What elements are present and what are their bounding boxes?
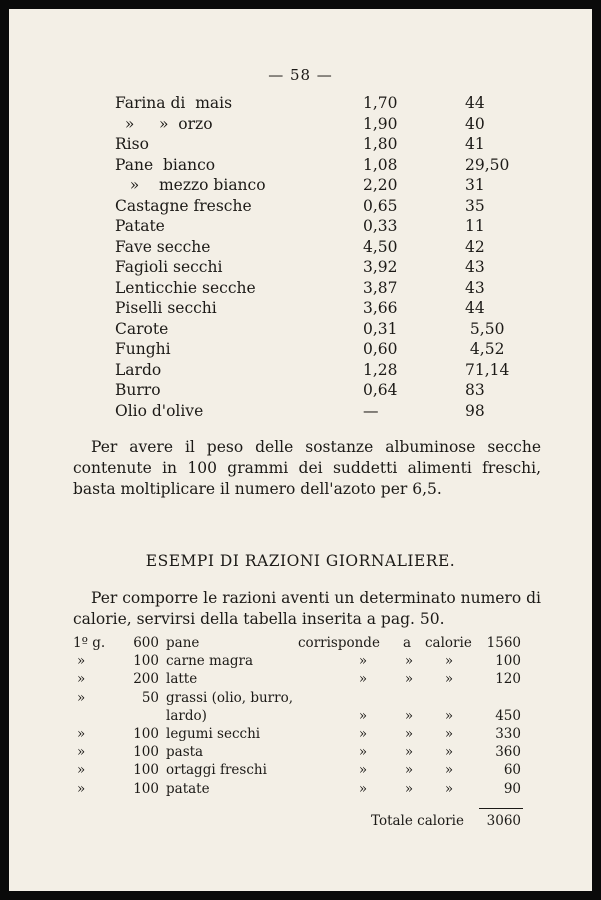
- food-name: Lardo: [115, 360, 162, 379]
- calorie-value: 42: [465, 237, 485, 256]
- table-row: [9, 670, 592, 688]
- table-row: [9, 93, 592, 114]
- nitrogen-value: 0,31: [363, 319, 398, 338]
- food-name: Fagioli secchi: [115, 258, 223, 276]
- table-row: [9, 278, 592, 299]
- table-row: [9, 134, 592, 155]
- nitrogen-value: 0,33: [363, 217, 398, 235]
- ditto-mark: »: [404, 653, 414, 670]
- ditto-mark: »: [77, 744, 86, 761]
- quantity: 200: [133, 671, 159, 688]
- ditto-mark: »: [404, 707, 414, 724]
- ditto-mark: »: [77, 725, 86, 742]
- calorie-value: 120: [495, 671, 521, 688]
- quantity: 100: [133, 744, 159, 761]
- nitrogen-value: 2,20: [363, 176, 398, 194]
- food-name: patate: [166, 780, 210, 797]
- table-row: [9, 319, 592, 340]
- ditto-mark: »: [444, 653, 454, 670]
- ditto-mark: »: [77, 653, 86, 670]
- food-name: Piselli secchi: [115, 299, 217, 317]
- table-row: [9, 298, 592, 319]
- quantity: 50: [141, 689, 159, 706]
- calorie-value: 1560: [486, 635, 521, 651]
- food-name: grassi (olio, burro,: [166, 689, 294, 706]
- food-name: pasta: [166, 744, 204, 761]
- calorie-value: 98: [465, 401, 485, 420]
- calorie-value: 71,14: [465, 360, 510, 379]
- table-row: [9, 175, 592, 196]
- table-row: [9, 780, 592, 798]
- quantity: 100: [133, 762, 159, 779]
- food-name: » mezzo bianco: [115, 176, 266, 194]
- food-name: Lenticchie secche: [115, 278, 256, 297]
- ditto-mark: »: [358, 762, 368, 779]
- food-name: ortaggi freschi: [166, 762, 267, 779]
- total-label: Totale calorie: [371, 813, 464, 829]
- nitrogen-value: 1,90: [363, 114, 398, 133]
- calorie-label: calorie: [425, 635, 472, 651]
- food-name: Farina di mais: [115, 94, 233, 112]
- page-number: — 58 —: [268, 66, 333, 84]
- calorie-value: 450: [495, 707, 521, 724]
- food-name: Carote: [115, 319, 169, 338]
- nitrogen-value: —: [363, 401, 379, 420]
- table-row: [9, 339, 592, 360]
- table-row: [9, 761, 592, 779]
- calorie-value: 41: [465, 135, 485, 153]
- ditto-mark: »: [404, 744, 414, 761]
- table-row: [9, 743, 592, 761]
- calorie-value: 330: [495, 725, 521, 742]
- nitrogen-value: 3,66: [363, 299, 398, 317]
- nitrogen-value: 0,60: [363, 340, 398, 358]
- food-name: carne magra: [166, 653, 254, 670]
- ditto-mark: »: [358, 671, 368, 688]
- food-name: pane: [166, 635, 200, 651]
- calorie-value: 40: [465, 114, 485, 133]
- calorie-value: 5,50: [465, 319, 505, 338]
- food-name: Riso: [115, 135, 149, 153]
- quantity: 100: [133, 725, 159, 742]
- ditto-mark: »: [358, 780, 368, 797]
- table-row: [9, 652, 592, 670]
- ditto-mark: »: [404, 671, 414, 688]
- table-row: [9, 725, 592, 743]
- nitrogen-value: 4,50: [363, 237, 398, 256]
- table-row: [9, 401, 592, 422]
- quantity: 100: [133, 653, 159, 670]
- ditto-mark: »: [77, 671, 86, 688]
- calorie-value: 4,52: [465, 340, 505, 358]
- calorie-value: 11: [465, 217, 485, 235]
- table-row: [9, 707, 592, 725]
- food-name: latte: [166, 671, 198, 688]
- ditto-mark: »: [444, 725, 454, 742]
- calorie-value: 83: [465, 381, 485, 399]
- table-row: [9, 689, 592, 707]
- food-name: Castagne fresche: [115, 196, 252, 215]
- nitrogen-value: 0,64: [363, 381, 398, 399]
- food-name: Pane bianco: [115, 155, 216, 174]
- table-row: [9, 380, 592, 401]
- table-row: [9, 155, 592, 176]
- nitrogen-value: 3,87: [363, 278, 398, 297]
- ditto-mark: »: [77, 780, 86, 797]
- food-name: » » orzo: [115, 114, 213, 133]
- calorie-value: 31: [465, 176, 485, 194]
- ditto-mark: »: [404, 780, 414, 797]
- calorie-value: 43: [465, 258, 485, 276]
- ditto-mark: »: [358, 725, 368, 742]
- ditto-mark: »: [444, 780, 454, 797]
- section-heading: ESEMPI DI RAZIONI GIORNALIERE.: [145, 552, 456, 570]
- table-row: [9, 360, 592, 381]
- nitrogen-value: 0,65: [363, 196, 398, 215]
- ditto-mark: »: [404, 725, 414, 742]
- ditto-mark: »: [358, 707, 368, 724]
- ditto-mark: »: [77, 689, 86, 706]
- ditto-mark: »: [77, 762, 86, 779]
- nitrogen-value: 1,80: [363, 135, 398, 153]
- calorie-value: 35: [465, 196, 485, 215]
- ditto-mark: »: [444, 671, 454, 688]
- paragraph-razioni: Per comporre le razioni aventi un determinato numero di calorie, servirsi della tabella inserita a pag. 50.: [73, 589, 541, 628]
- calorie-value: 100: [495, 653, 521, 670]
- table-row: [9, 196, 592, 217]
- ditto-mark: »: [444, 707, 454, 724]
- ditto-mark: »: [404, 762, 414, 779]
- calorie-value: 29,50: [465, 155, 510, 174]
- nitrogen-value: 1,70: [363, 94, 398, 112]
- total-value: 3060: [486, 813, 521, 829]
- food-name: Patate: [115, 217, 165, 235]
- table-row: [9, 114, 592, 135]
- rations-table: [9, 634, 592, 798]
- food-name: Fave secche: [115, 237, 211, 256]
- nitrogen-value: 1,28: [363, 360, 398, 379]
- book-page: [9, 9, 592, 891]
- quantity: 600: [133, 635, 159, 651]
- nitrogen-value: 3,92: [363, 258, 398, 276]
- corrisponde-label: corrisponde: [298, 635, 380, 651]
- food-name: Olio d'olive: [115, 401, 204, 420]
- nutrition-table: [9, 93, 592, 421]
- day-label: 1º g.: [73, 635, 106, 651]
- table-row: [9, 257, 592, 278]
- calorie-value: 90: [503, 780, 521, 797]
- calorie-value: 43: [465, 278, 485, 297]
- calorie-value: 360: [495, 744, 521, 761]
- paragraph-albuminose: Per avere il peso delle sostanze albuminose secche contenute in 100 grammi dei suddetti alimenti freschi, basta moltiplicare il numero dell'azoto per 6,5.: [73, 438, 541, 498]
- ditto-mark: »: [444, 744, 454, 761]
- calorie-value: 44: [465, 299, 485, 317]
- food-name: legumi secchi: [166, 725, 261, 742]
- table-row: [9, 237, 592, 258]
- table-row: [9, 216, 592, 237]
- food-name: Funghi: [115, 340, 171, 358]
- food-name: lardo): [166, 707, 207, 724]
- sum-rule: [479, 808, 523, 809]
- table-row: [9, 634, 592, 652]
- a-label: a: [403, 635, 412, 651]
- ditto-mark: »: [444, 762, 454, 779]
- food-name: Burro: [115, 381, 161, 399]
- ditto-mark: »: [358, 744, 368, 761]
- calorie-value: 60: [503, 762, 521, 779]
- ditto-mark: »: [358, 653, 368, 670]
- nitrogen-value: 1,08: [363, 155, 398, 174]
- calorie-value: 44: [465, 94, 485, 112]
- quantity: 100: [133, 780, 159, 797]
